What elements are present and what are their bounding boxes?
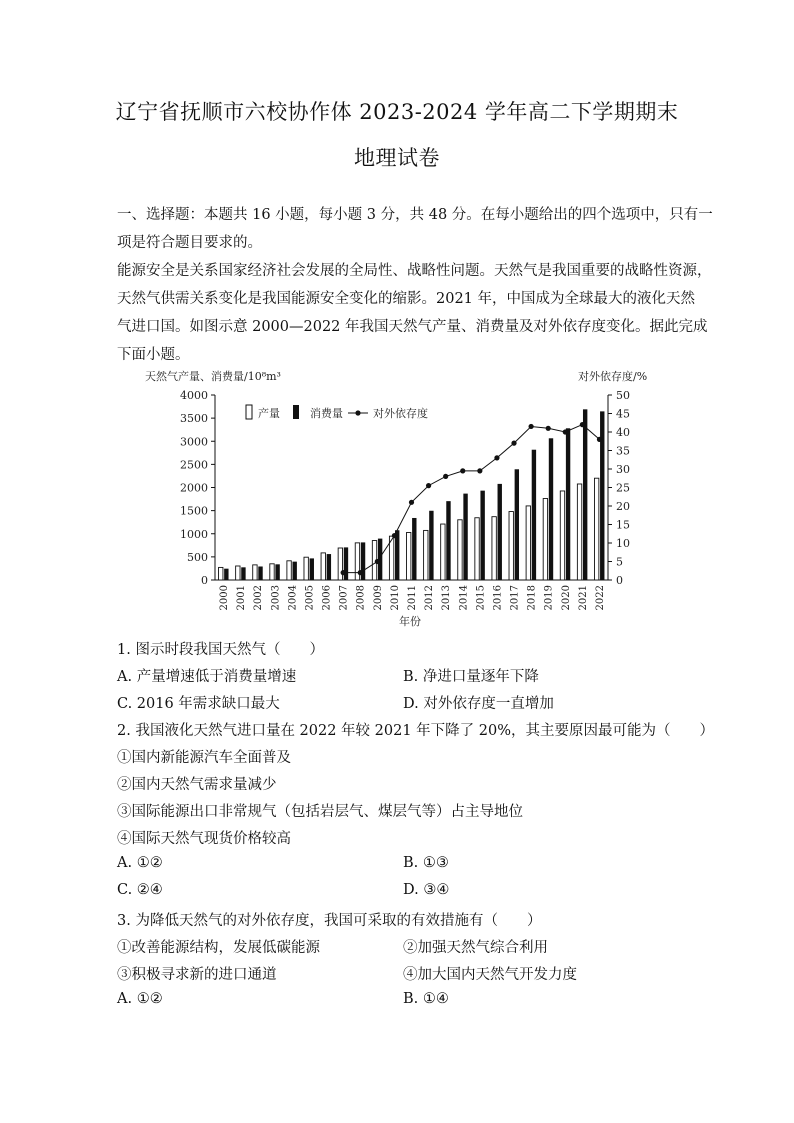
bar-production: [321, 553, 325, 580]
passage-line4: 下面小题。: [117, 347, 190, 363]
dependency-point: [341, 570, 346, 575]
passage-line3: 气进口国。如图示意 2000—2022 年我国天然气产量、消费量及对外依存度变化。据此完成: [117, 319, 708, 335]
bar-consumption: [258, 566, 262, 580]
bar-consumption: [446, 501, 450, 580]
legend-consumption-swatch: [293, 405, 299, 419]
bar-consumption: [515, 469, 519, 580]
dependency-point: [580, 422, 585, 427]
q2-statement-2: ②国内天然气需求量减少: [117, 777, 277, 793]
x-tick-label: 2009: [372, 585, 384, 611]
q1-option-a[interactable]: A. 产量增速低于消费量增速: [117, 669, 297, 685]
bar-production: [492, 517, 496, 580]
section-intro-line2: 项是符合题目要求的。: [117, 235, 262, 251]
bar-consumption: [327, 554, 331, 580]
y-right-tick-label: 40: [616, 426, 630, 439]
dependency-point: [426, 483, 431, 488]
bar-production: [287, 561, 291, 580]
bar-production: [219, 567, 223, 580]
q2-option-b[interactable]: B. ①③: [403, 855, 449, 871]
bar-consumption: [549, 438, 553, 580]
x-tick-label: 2020: [560, 585, 572, 611]
gas-chart: [0, 360, 794, 630]
dependency-point: [494, 455, 499, 460]
q2-stem: 2. 我国液化天然气进口量在 2022 年较 2021 年下降了 20%，其主要原因最可能为（ ）: [117, 723, 715, 739]
bar-consumption: [583, 409, 587, 580]
y-left-tick-label: 1000: [180, 527, 208, 541]
bar-consumption: [480, 491, 484, 580]
q3-option-a[interactable]: A. ①②: [117, 991, 163, 1007]
bar-production: [458, 520, 462, 580]
y-left-tick-label: 2500: [180, 458, 208, 472]
y-right-tick-label: 30: [616, 463, 630, 476]
bar-consumption: [310, 558, 314, 580]
dependency-point: [392, 533, 397, 538]
q2-option-a[interactable]: A. ①②: [117, 855, 163, 871]
y-left-tick-label: 1500: [180, 504, 208, 518]
x-tick-label: 2010: [389, 585, 401, 611]
q3-statement-2: ②加强天然气综合利用: [403, 940, 548, 956]
dependency-point: [375, 559, 380, 564]
q3-option-b[interactable]: B. ①④: [403, 991, 449, 1007]
y-left-tick-label: 4000: [180, 389, 208, 402]
bar-production: [236, 566, 240, 580]
dependency-point: [546, 426, 551, 431]
bar-production: [304, 557, 308, 580]
x-tick-label: 2014: [458, 585, 470, 611]
x-tick-label: 2004: [287, 585, 299, 611]
bar-production: [475, 518, 479, 580]
q2-option-d[interactable]: D. ③④: [403, 882, 450, 898]
dependency-point: [409, 500, 414, 505]
bar-production: [441, 524, 445, 580]
q3-statement-1: ①改善能源结构，发展低碳能源: [117, 940, 320, 956]
y-right-tick-label: 35: [616, 444, 630, 458]
q1-stem: 1. 图示时段我国天然气（ ）: [117, 642, 324, 658]
q1-option-d[interactable]: D. 对外依存度一直增加: [403, 696, 554, 712]
y-right-tick-label: 5: [616, 555, 623, 569]
q2-statement-3: ③国际能源出口非常规气（包括岩层气、煤层气等）占主导地位: [117, 804, 523, 820]
x-tick-label: 2008: [355, 585, 367, 611]
x-axis-title: 年份: [399, 615, 421, 628]
x-tick-label: 2001: [236, 585, 248, 611]
bar-consumption: [241, 567, 245, 580]
y-right-tick-label: 25: [616, 481, 630, 495]
bar-consumption: [532, 450, 536, 580]
exam-title-line2: 地理试卷: [354, 146, 440, 170]
bar-consumption: [566, 428, 570, 580]
legend-dependency-marker: [355, 410, 360, 415]
x-tick-label: 2022: [594, 585, 606, 611]
bar-consumption: [498, 484, 502, 580]
y-left-axis-title: 天然气产量、消费量/10⁸m³: [145, 370, 281, 383]
y-right-tick-label: 50: [616, 389, 630, 402]
x-tick-label: 2005: [304, 585, 316, 611]
y-right-tick-label: 10: [616, 537, 630, 550]
y-left-tick-label: 500: [187, 550, 208, 564]
bar-consumption: [275, 564, 279, 580]
legend-consumption-label: 消费量: [310, 407, 343, 420]
bar-production: [594, 478, 598, 580]
x-tick-label: 2016: [492, 585, 504, 611]
x-tick-label: 2021: [577, 585, 589, 611]
chart-legend: [246, 405, 428, 420]
y-left-tick-label: 3000: [180, 435, 208, 449]
bar-production: [253, 565, 257, 580]
bar-production: [424, 530, 428, 580]
q1-option-b[interactable]: B. 净进口量逐年下降: [403, 669, 539, 685]
bar-production: [270, 564, 274, 580]
passage-line1: 能源安全是关系国家经济社会发展的全局性、战略性问题。天然气是我国重要的战略性资源，: [117, 263, 712, 279]
x-tick-label: 2003: [270, 585, 282, 611]
section-intro-line1: 一、选择题：本题共 16 小题，每小题 3 分，共 48 分。在每小题给出的四个选项中，只有一: [117, 207, 713, 223]
q2-statement-4: ④国际天然气现货价格较高: [117, 831, 291, 847]
y-right-tick-label: 20: [616, 500, 630, 513]
q1-option-c[interactable]: C. 2016 年需求缺口最大: [117, 696, 280, 712]
x-tick-label: 2002: [253, 585, 265, 611]
x-tick-label: 2011: [407, 585, 418, 611]
x-tick-label: 2007: [338, 585, 350, 611]
q2-option-c[interactable]: C. ②④: [117, 882, 163, 898]
dependency-point: [358, 570, 363, 575]
y-right-axis-title: 对外依存度/%: [578, 370, 648, 383]
x-tick-label: 2017: [509, 585, 521, 611]
dependency-point: [529, 424, 534, 429]
x-tick-label: 2013: [441, 585, 453, 611]
bar-consumption: [429, 511, 433, 580]
bar-consumption: [224, 569, 228, 580]
bar-production: [509, 512, 513, 580]
y-right-tick-label: 0: [616, 574, 623, 587]
q3-statement-4: ④加大国内天然气开发力度: [403, 967, 577, 983]
bar-production: [338, 548, 342, 580]
bar-consumption: [463, 494, 467, 580]
x-tick-label: 2018: [526, 585, 538, 611]
x-tick-label: 2015: [475, 585, 487, 611]
bar-production: [526, 506, 530, 580]
dependency-point: [511, 441, 516, 446]
legend-production-swatch: [246, 405, 252, 419]
bar-consumption: [412, 518, 416, 580]
y-right-tick-label: 45: [616, 407, 630, 421]
bar-consumption: [292, 562, 296, 580]
bar-production: [543, 499, 547, 580]
legend-production-label: 产量: [258, 407, 280, 420]
y-left-tick-label: 2000: [180, 481, 208, 495]
dependency-point: [443, 474, 448, 479]
y-right-tick-label: 15: [616, 518, 630, 532]
y-left-tick-label: 0: [201, 574, 208, 587]
dependency-point: [460, 468, 465, 473]
dependency-point: [563, 429, 568, 434]
bar-production: [407, 533, 411, 580]
dependency-point: [477, 468, 482, 473]
bar-production: [560, 491, 564, 580]
y-left-tick-label: 3500: [180, 412, 208, 426]
x-tick-label: 2000: [219, 585, 231, 611]
legend-dependency-label: 对外依存度: [373, 407, 428, 420]
bar-production: [577, 484, 581, 580]
x-tick-label: 2012: [424, 585, 436, 611]
passage-line2: 天然气供需关系变化是我国能源安全变化的缩影。2021 年，中国成为全球最大的液化天然: [117, 291, 696, 307]
bar-consumption: [344, 547, 348, 580]
q3-stem: 3. 为降低天然气的对外依存度，我国可采取的有效措施有（ ）: [117, 913, 542, 929]
dependency-point: [597, 437, 602, 442]
q2-statement-1: ①国内新能源汽车全面普及: [117, 750, 291, 766]
exam-title-line1: 辽宁省抚顺市六校协作体 2023-2024 学年高二下学期期末: [115, 100, 679, 124]
x-tick-label: 2006: [321, 585, 333, 611]
x-tick-label: 2019: [543, 585, 555, 611]
q3-statement-3: ③积极寻求新的进口通道: [117, 967, 277, 983]
bar-consumption: [600, 411, 604, 580]
